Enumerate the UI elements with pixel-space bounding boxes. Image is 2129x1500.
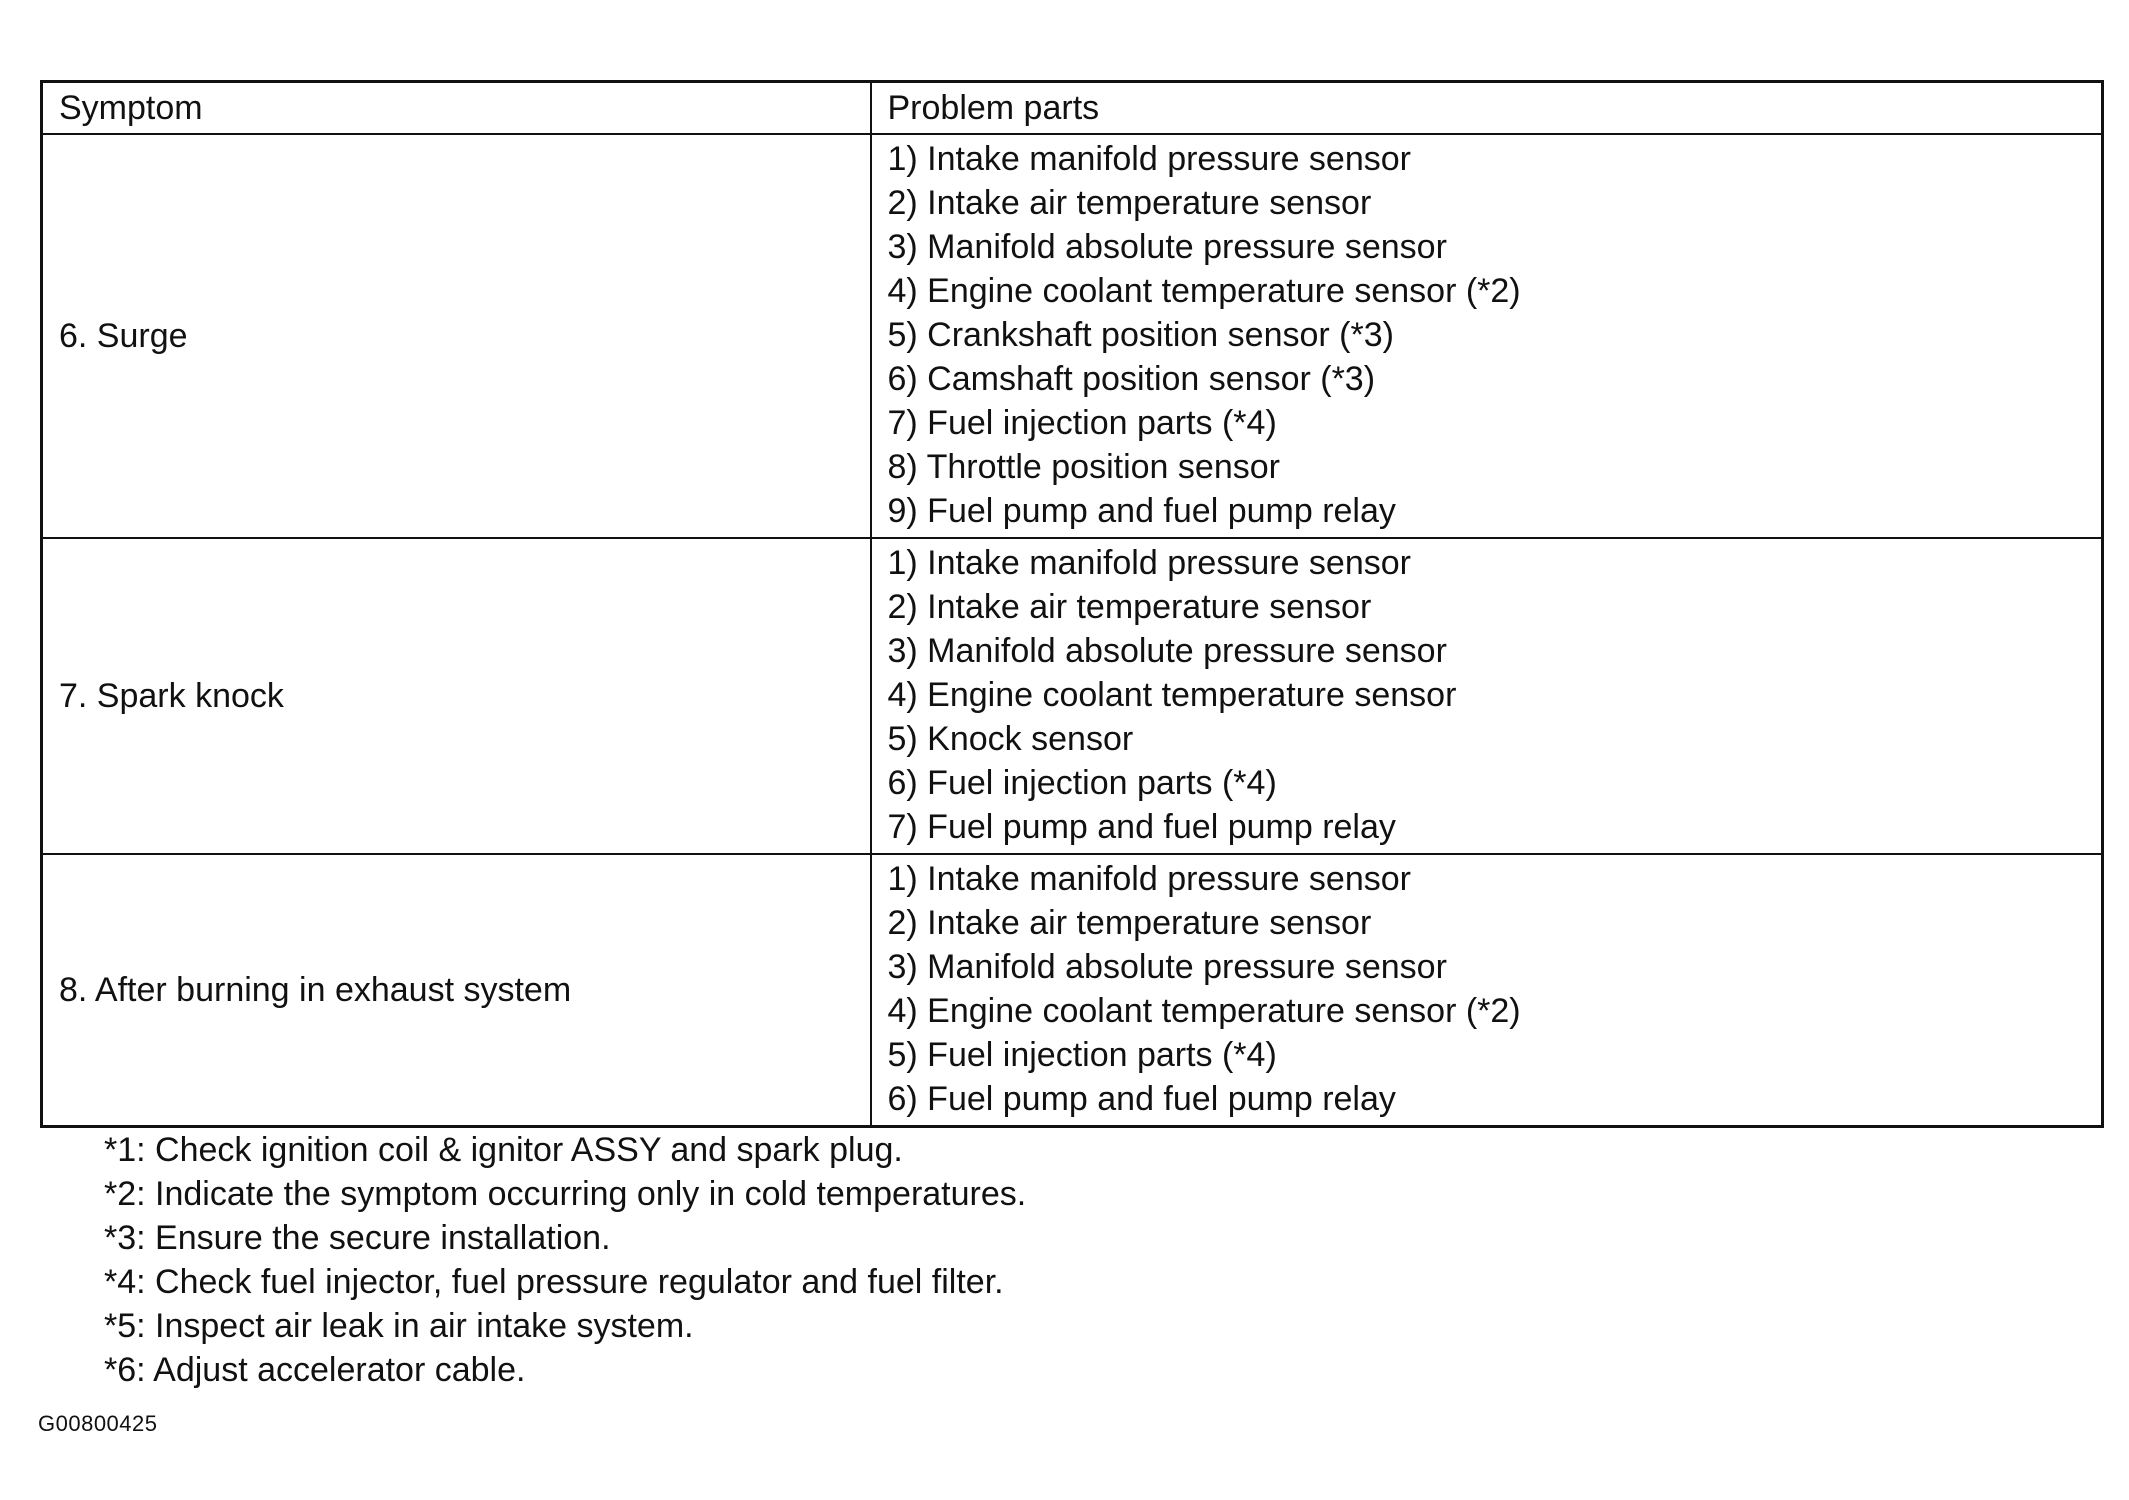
part-item: 4) Engine coolant temperature sensor (*2) xyxy=(887,992,1521,1030)
part-item: 5) Knock sensor xyxy=(887,720,1134,758)
symptom-cell: 7. Spark knock xyxy=(42,538,871,854)
table-row xyxy=(42,134,2103,538)
part-item: 5) Fuel injection parts (*4) xyxy=(887,1036,1277,1074)
table-row xyxy=(42,538,2103,854)
header-problem-parts: Problem parts xyxy=(871,82,2103,135)
parts-list xyxy=(888,541,2086,849)
part-item: 1) Intake manifold pressure sensor xyxy=(887,860,1411,898)
header-symptom: Symptom xyxy=(42,82,871,135)
parts-cell xyxy=(871,538,2103,854)
symptom-cell: 6. Surge xyxy=(42,134,871,538)
footnote: *3: Ensure the secure installation. xyxy=(104,1219,611,1257)
part-item: 7) Fuel injection parts (*4) xyxy=(887,404,1277,442)
part-item: 2) Intake air temperature sensor xyxy=(887,588,1372,626)
footnote: *2: Indicate the symptom occurring only in cold temperatures. xyxy=(104,1175,1027,1213)
part-item: 3) Manifold absolute pressure sensor xyxy=(887,228,1447,266)
footnote: *6: Adjust accelerator cable. xyxy=(104,1351,526,1389)
part-item: 9) Fuel pump and fuel pump relay xyxy=(887,492,1396,530)
figure-code: G00800425 xyxy=(38,1411,158,1436)
footnote: *1: Check ignition coil & ignitor ASSY and spark plug. xyxy=(104,1131,903,1169)
part-item: 1) Intake manifold pressure sensor xyxy=(887,140,1411,178)
parts-cell xyxy=(871,134,2103,538)
footnote: *5: Inspect air leak in air intake system. xyxy=(104,1307,694,1345)
table-row xyxy=(42,854,2103,1127)
part-item: 3) Manifold absolute pressure sensor xyxy=(887,632,1447,670)
part-item: 7) Fuel pump and fuel pump relay xyxy=(887,808,1396,846)
symptom-problem-parts-table xyxy=(40,80,2104,1128)
part-item: 3) Manifold absolute pressure sensor xyxy=(887,948,1447,986)
footnote: *4: Check fuel injector, fuel pressure regulator and fuel filter. xyxy=(104,1263,1004,1301)
part-item: 1) Intake manifold pressure sensor xyxy=(887,544,1411,582)
footnotes xyxy=(104,1128,1026,1392)
parts-cell xyxy=(871,854,2103,1127)
part-item: 2) Intake air temperature sensor xyxy=(887,904,1372,942)
part-item: 6) Camshaft position sensor (*3) xyxy=(887,360,1376,398)
table-header-row xyxy=(42,82,2103,135)
part-item: 6) Fuel pump and fuel pump relay xyxy=(887,1080,1396,1118)
part-item: 2) Intake air temperature sensor xyxy=(887,184,1372,222)
part-item: 5) Crankshaft position sensor (*3) xyxy=(887,316,1394,354)
part-item: 4) Engine coolant temperature sensor xyxy=(887,676,1457,714)
parts-list xyxy=(888,857,2086,1121)
part-item: 8) Throttle position sensor xyxy=(887,448,1280,486)
part-item: 6) Fuel injection parts (*4) xyxy=(887,764,1277,802)
part-item: 4) Engine coolant temperature sensor (*2) xyxy=(887,272,1521,310)
symptom-cell: 8. After burning in exhaust system xyxy=(42,854,871,1127)
parts-list xyxy=(888,137,2086,533)
